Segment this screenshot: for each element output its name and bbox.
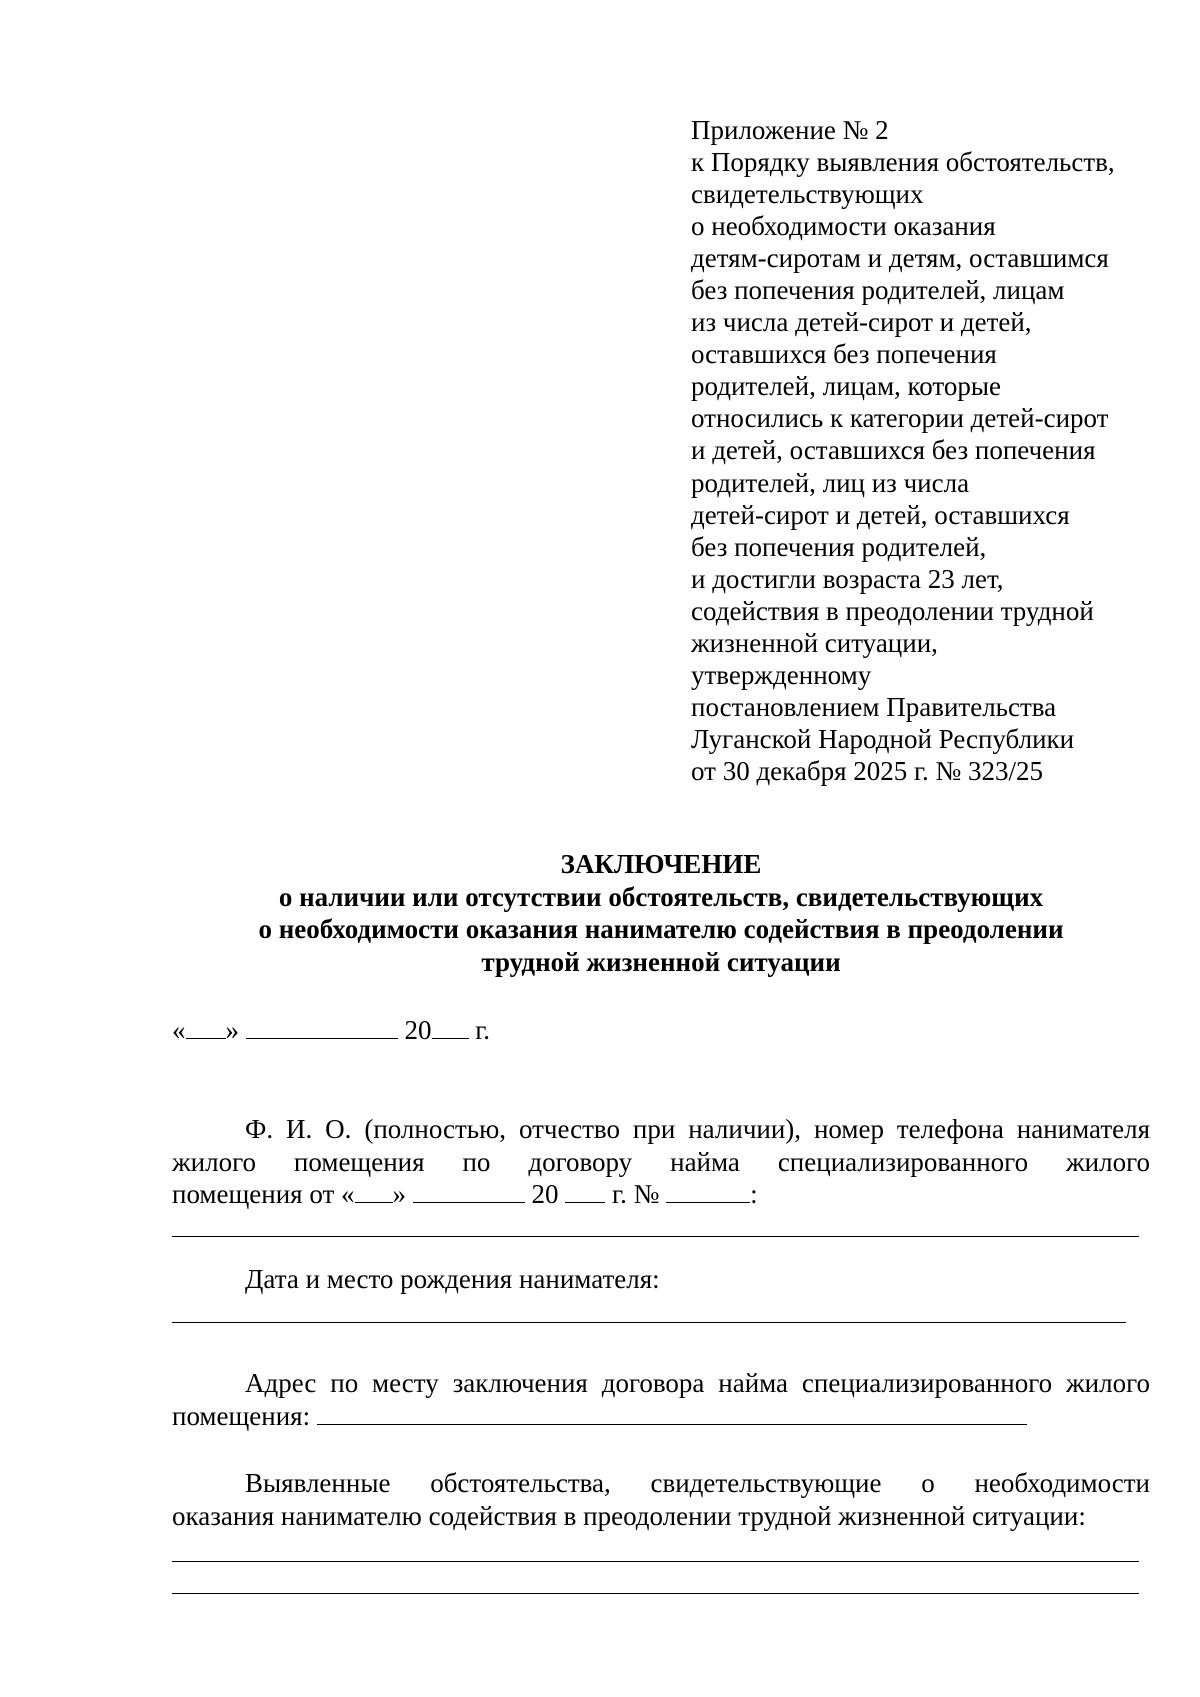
address-blank[interactable] [317, 1401, 1027, 1425]
appendix-line: оставшихся без попечения [691, 339, 997, 370]
appendix-line: и достигли возраста 23 лет, [691, 563, 1004, 594]
contract-year-blank[interactable] [565, 1179, 605, 1203]
appendix-line: детям-сиротам и детям, оставшимся [691, 243, 1109, 274]
appendix-line: содействия в преодолении трудной [691, 595, 1094, 626]
contract-number-label: г. № [612, 1179, 660, 1209]
fio-line-2: жилого помещения по договору найма специализированного жилого [172, 1146, 1150, 1177]
circumstances-answer-line-2[interactable] [172, 1593, 1139, 1594]
appendix-line: относились к категории детей-сирот [691, 403, 1109, 434]
contract-year-prefix: 20 [531, 1179, 559, 1209]
heading-line-2: о необходимости оказания нанимателю содействия в преодолении [258, 914, 1064, 944]
appendix-line: свидетельствующих [691, 179, 924, 210]
heading-line-3: трудной жизненной ситуации [481, 946, 841, 977]
date-line [172, 1014, 490, 1046]
month-blank[interactable] [246, 1015, 398, 1039]
appendix-line: родителей, лицам, которые [691, 371, 1001, 402]
fio-line-1: Ф. И. О. (полностью, отчество при наличии), номер телефона нанимателя [245, 1114, 1150, 1144]
contract-from-label: помещения от « [172, 1179, 355, 1209]
day-blank[interactable] [186, 1015, 226, 1039]
address-line-1: Адрес по месту заключения договора найма специализированного жилого [245, 1368, 1150, 1398]
year-prefix: 20 [404, 1015, 432, 1045]
address-paragraph [172, 1367, 1150, 1432]
contract-month-blank[interactable] [413, 1179, 525, 1203]
fio-paragraph [172, 1113, 1150, 1211]
birth-label: Дата и место рождения нанимателя: [245, 1264, 660, 1294]
appendix-line: без попечения родителей, лицам [691, 275, 1065, 306]
appendix-line: постановлением Правительства [691, 691, 1057, 722]
appendix-line: Луганской Народной Республики [691, 723, 1075, 754]
birth-answer-line[interactable] [172, 1322, 1126, 1323]
address-line-2 [172, 1400, 1150, 1433]
fio-line-3 [172, 1178, 1150, 1211]
document-title: ЗАКЛЮЧЕНИЕ [560, 849, 762, 879]
document-heading [172, 848, 1150, 978]
contract-number-blank[interactable] [666, 1179, 750, 1203]
appendix-block [691, 114, 1171, 787]
contract-day-blank[interactable] [355, 1179, 393, 1203]
date-close-quote: » [225, 1015, 239, 1045]
contract-quote-close: » [392, 1179, 407, 1209]
circumstances-paragraph [172, 1467, 1150, 1532]
circumstances-line-2: оказания нанимателю содействия в преодолении трудной жизненной ситуации: [172, 1500, 1086, 1531]
appendix-line: Приложение № 2 [691, 115, 889, 145]
appendix-line: утвержденному [691, 659, 872, 690]
circumstances-line-1: Выявленные обстоятельства, свидетельствующие о необходимости [245, 1468, 1150, 1498]
contract-colon: : [750, 1179, 758, 1209]
appendix-line: родителей, лиц из числа [691, 467, 970, 498]
year-suffix: г. [475, 1015, 491, 1045]
heading-line-1: о наличии или отсутствии обстоятельств, свидетельствующих [278, 881, 1044, 912]
fio-answer-line[interactable] [172, 1236, 1139, 1237]
address-label: помещения: [172, 1400, 311, 1431]
appendix-line: без попечения родителей, [691, 531, 987, 562]
appendix-line: и детей, оставшихся без попечения [691, 435, 1096, 466]
date-open-quote: « [172, 1015, 186, 1045]
appendix-line: к Порядку выявления обстоятельств, [691, 147, 1115, 178]
appendix-line: детей-сирот и детей, оставшихся [691, 499, 1070, 530]
appendix-line: из числа детей-сирот и детей, [691, 307, 1032, 338]
appendix-line: жизненной ситуации, [691, 627, 938, 658]
year-blank[interactable] [432, 1015, 469, 1039]
circumstances-answer-line-1[interactable] [172, 1561, 1139, 1562]
appendix-line: от 30 декабря 2025 г. № 323/25 [691, 755, 1044, 786]
appendix-line: о необходимости оказания [691, 211, 996, 242]
